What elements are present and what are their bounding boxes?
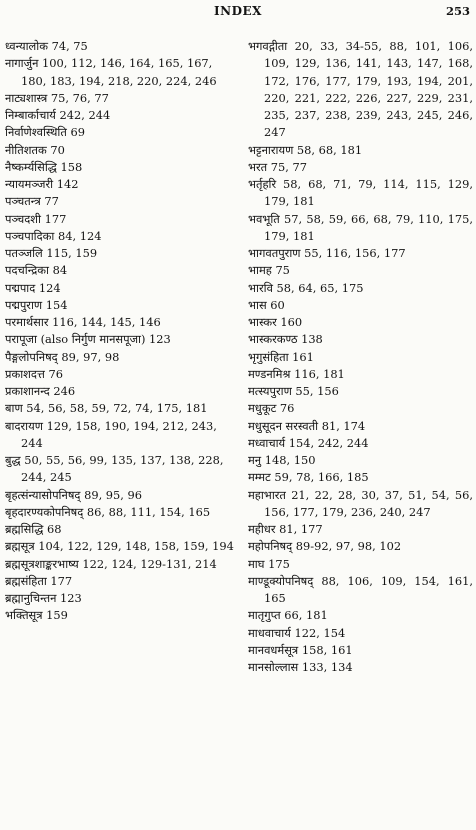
index-entry: बृहत्संन्यासोपनिषद् 89, 95, 96	[5, 487, 143, 502]
index-entry: मम्मट 59, 78, 166, 185	[248, 470, 369, 485]
index-entry: माण्डूक्योपनिषद् 88, 106, 109, 154, 161, 165	[248, 573, 473, 605]
index-entry: पद्मपुराण 154	[5, 297, 68, 312]
index-right-column	[248, 38, 473, 676]
index-entry: न्यायमञ्जरी 142	[5, 177, 79, 191]
index-entry: ब्रह्मसंहिता 177	[5, 573, 73, 588]
index-entry: बादरायण 129, 158, 190, 194, 212, 243, 244	[5, 418, 217, 450]
index-entry: भृगुसंहिता 161	[248, 349, 314, 364]
index-entry: भास्करकण्ठ 138	[248, 332, 323, 347]
index-entry: बृहदारण्यकोपनिषद् 86, 88, 111, 154, 165	[5, 504, 211, 519]
index-entry: ध्वन्यालोक 74, 75	[5, 39, 88, 53]
index-entry: मानसोल्लास 133, 134	[248, 660, 353, 674]
page-number: 253	[445, 4, 470, 18]
index-entry: निर्वाणेश्वस्थिति 69	[5, 125, 85, 140]
index-entry: भारवि 58, 64, 65, 175	[248, 280, 364, 295]
header-title: INDEX	[214, 4, 262, 18]
index-entry: पैङ्गलोपनिषद् 89, 97, 98	[5, 349, 120, 364]
index-entry: पदचन्द्रिका 84	[5, 263, 68, 278]
index-entry: प्रकाशदत्त 76	[5, 366, 63, 381]
index-entry: परमार्थसार 116, 144, 145, 146	[5, 315, 161, 329]
index-entry: पञ्चपादिका 84, 124	[5, 228, 102, 243]
index-entry: भवभूति 57, 58, 59, 66, 68, 79, 110, 175, 179, 181	[248, 211, 473, 243]
index-left-column	[5, 38, 241, 625]
index-entry: नाट्यशास्त्र 75, 76, 77	[5, 90, 109, 105]
index-entry: मनु 148, 150	[248, 453, 316, 467]
index-entry: निम्बार्काचार्य 242, 244	[5, 108, 111, 122]
index-entry: भामह 75	[248, 263, 290, 278]
index-entry: ब्रह्मसिद्धि 68	[5, 522, 62, 536]
index-entry: परापूजा (also निर्गुण मानसपूजा) 123	[5, 332, 171, 347]
index-entry: मातृगुप्त 66, 181	[248, 608, 328, 623]
index-entry: मण्डनमिश्र 116, 181	[248, 366, 345, 381]
index-entry: माधवाचार्य 122, 154	[248, 625, 346, 640]
index-entry: महीधर 81, 177	[248, 522, 323, 536]
index-entry: भगवद्गीता 20, 33, 34-55, 88, 101, 106, 109, 129, 136, 141, 143, 147, 168, 172, 176, 177, 179, 193, 194, 201, 220, 221, 222, 226, 227, 229, 231, 235, 237, 238, 239, 243, 245, 246, 247	[248, 39, 473, 140]
index-entry: महाभारत 21, 22, 28, 30, 37, 51, 54, 56, 156, 177, 179, 236, 240, 247	[248, 487, 473, 519]
index-entry: पद्मपाद 124	[5, 280, 61, 295]
index-entry: प्रकाशानन्द 246	[5, 384, 76, 398]
index-entry: बुद्ध 50, 55, 56, 99, 135, 137, 138, 228, 244, 245	[5, 453, 224, 485]
index-entry: मध्वाचार्य 154, 242, 244	[248, 435, 369, 450]
index-entry: बाण 54, 56, 58, 59, 72, 74, 175, 181	[5, 401, 208, 416]
index-entry: मत्स्यपुराण 55, 156	[248, 384, 339, 398]
index-entry: ब्रह्मसूत्र 104, 122, 129, 148, 158, 159, 194	[5, 539, 234, 554]
index-entry: नीतिशतक 70	[5, 142, 65, 157]
page-header	[0, 4, 476, 24]
index-entry: पतञ्जलि 115, 159	[5, 246, 98, 260]
index-entry: पञ्चतन्त्र 77	[5, 194, 59, 209]
index-entry: ब्रह्मानुचिन्तन 123	[5, 591, 82, 605]
index-entry: नागार्जुन 100, 112, 146, 164, 165, 167, 180, 183, 194, 218, 220, 224, 246	[5, 56, 217, 88]
index-entry: मधुकूट 76	[248, 401, 295, 416]
index-entry: भागवतपुराण 55, 116, 156, 177	[248, 246, 406, 260]
index-entry: महोपनिषद् 89-92, 97, 98, 102	[248, 539, 402, 554]
index-entry: पञ्चदशी 177	[5, 211, 67, 226]
index-entry: भर्तृहरि 58, 68, 71, 79, 114, 115, 129, 179, 181	[248, 177, 473, 209]
index-entry: मधुसूदन सरस्वती 81, 174	[248, 418, 366, 433]
index-entry: भट्टनारायण 58, 68, 181	[248, 142, 363, 157]
index-entry: माघ 175	[248, 556, 290, 571]
index-entry: ब्रह्मसूत्रशाङ्करभाष्य 122, 124, 129-131, 214	[5, 556, 217, 571]
index-entry: भरत 75, 77	[248, 159, 308, 174]
index-entry: नैष्कर्म्यसिद्धि 158	[5, 159, 83, 174]
index-entry: भास 60	[248, 297, 285, 312]
index-entry: भास्कर 160	[248, 315, 303, 329]
index-entry: मानवधर्मसूत्र 158, 161	[248, 642, 353, 657]
index-entry: भक्तिसूत्र 159	[5, 608, 68, 623]
